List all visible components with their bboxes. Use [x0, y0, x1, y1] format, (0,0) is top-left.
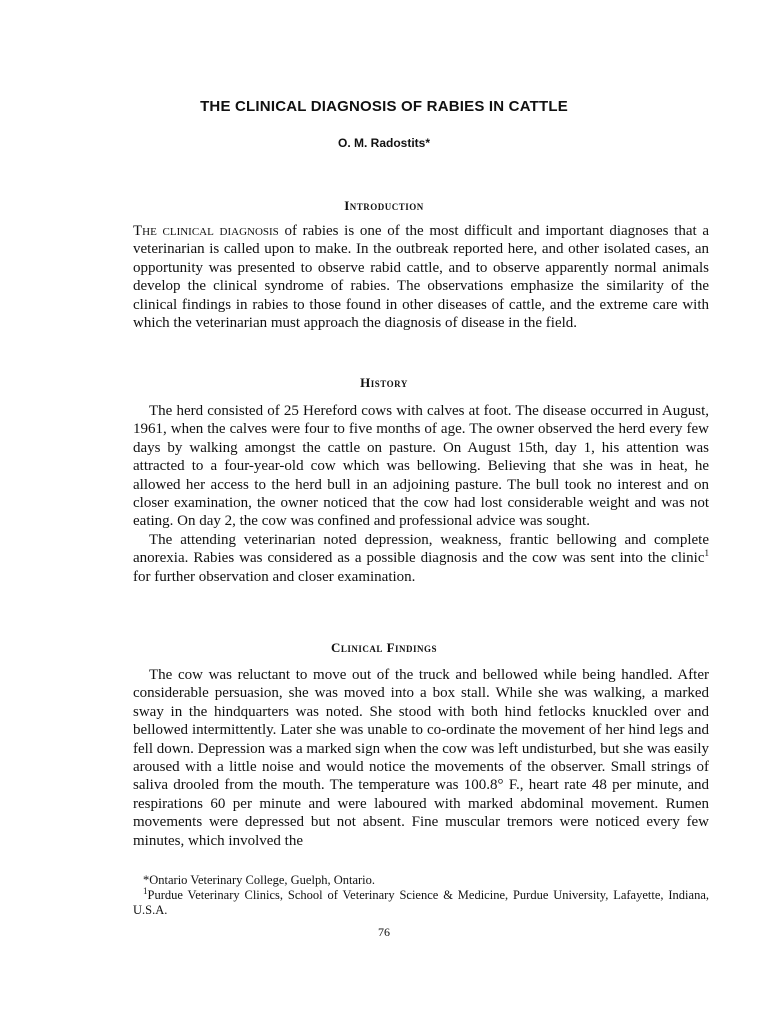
footnote-marker: 1 — [704, 548, 709, 559]
section-heading-clinical-findings: Clinical Findings — [330, 640, 438, 655]
clinical-findings-body — [133, 666, 709, 850]
page-number: 76 — [378, 925, 390, 939]
paper-title: THE CLINICAL DIAGNOSIS OF RABIES IN CATTLE — [200, 98, 568, 115]
introduction-body — [133, 222, 709, 332]
history-paragraph-2-end: for further observation and closer examination. — [133, 568, 416, 585]
introduction-text: of rabies is one of the most difficult and important diagnoses that a veterinarian is called upon to make. In the outbreak reported here, and other isolated cases, an opportunity was presented to observe rabid cattle, and to observe apparently normal animals develop the clinical syndrome of rabies. The observations emphasize the similarity of the clinical findings in rabies to those found in other diseases of cattle, and the extreme care with which the veterinarian must approach the diagnosis of disease in the field. — [133, 223, 709, 332]
section-heading-history: History — [360, 375, 408, 390]
footnote-one-marker: 1 — [143, 885, 148, 896]
clinical-findings-paragraph-1: The cow was reluctant to move out of the truck and bellowed while being handled. After considerable persuasion, she was moved into a box stall. While she was walking, a marked sway in the hindquarters was noted. She stood with both hind fetlocks knuckled over and bellowed intermittently. Later she was unable to co-ordinate the movement of her hind legs and fell down. Depression was a marked sign when the cow was left undisturbed, but she was easily aroused with a little noise and would notice the movements of the observer. Small strings of saliva drooled from the mouth. The temperature was 100.8° F., heart rate 48 per minute, and respirations 60 per minute and were laboured with marked abdominal movement. Rumen movements were depressed but not absent. Fine muscular tremors were noticed every few minutes, which involved the — [133, 667, 709, 849]
footnotes — [133, 873, 709, 918]
author-line: O. M. Radostits* — [337, 136, 430, 150]
history-paragraph-1: The herd consisted of 25 Hereford cows with calves at foot. The disease occurred in August, 1961, when the calves were four to five months of age. The owner observed the herd every few days by walking amongst the cattle on pasture. On August 15th, day 1, his attention was attracted to a four-year-old cow which was bellowing. Believing that she was in heat, he allowed her access to the herd bull in an adjoining pasture. The bull took no interest and on closer examination, the owner noticed that the cow had lost considerable weight and was not eating. On day 2, the cow was confined and professional advice was sought. — [133, 403, 709, 530]
footnote-one-text: Purdue Veterinary Clinics, School of Veterinary Science & Medicine, Purdue University, Lafayette, Indiana, U.S.A. — [133, 888, 709, 917]
footnote-star: *Ontario Veterinary College, Guelph, Ontario. — [143, 873, 376, 887]
introduction-paragraph — [133, 222, 709, 332]
introduction-lead-in: The clinical diagnosis — [133, 223, 279, 239]
history-paragraph-2 — [133, 531, 709, 586]
history-paragraph-2-text: The attending veterinarian noted depression, weakness, frantic bellowing and complete anorexia. Rabies was considered as a possible diagnosis and the cow was sent into the clinic — [133, 531, 709, 567]
section-heading-introduction: Introduction — [344, 198, 424, 213]
footnote-one — [133, 885, 709, 918]
history-body — [133, 402, 709, 586]
